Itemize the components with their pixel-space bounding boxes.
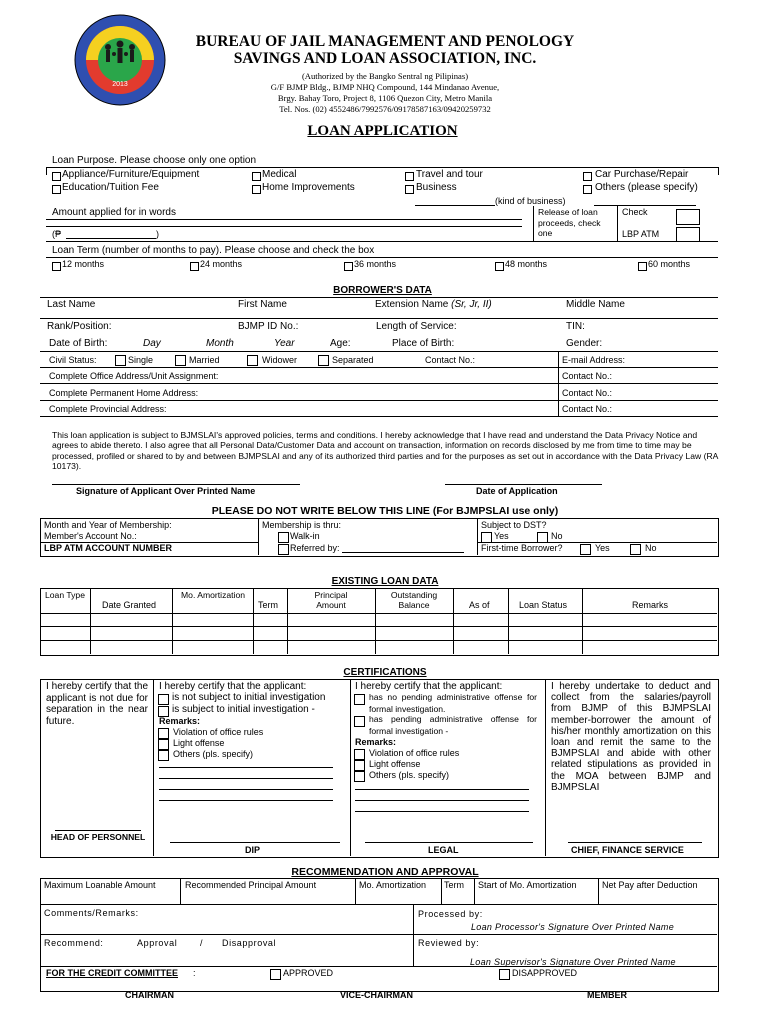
applicant-signature-label: Signature of Applicant Over Printed Name: [76, 486, 256, 496]
data-privacy-consent: This loan application is subject to BJMSLAI's approved policies, terms and conditions. I hereby acknowledge that I have read and understand the Data Privacy Notice and agrees to abide thereto. I also agree that all Personal Data/Customer Data and account on transaction, information on records disclosed by me from time to time may be processed, profiled or shared to by and between BJMPSLAI and any of its authorized third parties and for the purposes as set out in accordance with the Data Privacy Law (RA 10173).: [52, 430, 718, 472]
provincial-address-label: Complete Provincial Address:: [49, 404, 167, 414]
term-36-checkbox[interactable]: [344, 262, 353, 271]
legal-violation-checkbox[interactable]: [354, 749, 365, 760]
col-remarks: Remarks: [632, 600, 669, 610]
max-loanable-label: Maximum Loanable Amount: [44, 880, 156, 890]
age-label: Age:: [330, 338, 351, 349]
chief-finance-label: CHIEF, FINANCE SERVICE: [571, 845, 684, 855]
single-label: Single: [128, 355, 154, 365]
tin-label: TIN:: [566, 321, 585, 332]
processed-by-label: Processed by:: [418, 909, 483, 919]
date-of-application-label: Date of Application: [476, 486, 558, 496]
approved-label: APPROVED: [283, 968, 334, 978]
dob-month: Month: [206, 338, 234, 349]
lbp-atm-option-box[interactable]: [676, 227, 700, 242]
legal-others-checkbox[interactable]: [354, 771, 365, 782]
married-checkbox[interactable]: [175, 355, 186, 366]
no-pending-label: has no pending administrative offense for formal investigation.: [369, 692, 537, 714]
bjmp-id-label: BJMP ID No.:: [238, 321, 299, 332]
dip-cert-heading: I hereby certify that the applicant:: [159, 681, 307, 692]
disapproved-checkbox[interactable]: [499, 969, 510, 980]
walkin-label: Walk-in: [290, 531, 320, 541]
first-name-label: First Name: [238, 299, 287, 310]
term-12-checkbox[interactable]: [52, 262, 61, 271]
term-48-checkbox[interactable]: [495, 262, 504, 271]
term-48-label: 48 months: [505, 259, 548, 269]
dst-label: Subject to DST?: [481, 520, 547, 530]
check-label: Check: [622, 207, 648, 217]
release-label: Release of loan proceeds, check one: [538, 207, 601, 238]
lbp-account-label: LBP ATM ACCOUNT NUMBER: [44, 543, 172, 553]
walkin-checkbox[interactable]: [278, 532, 289, 543]
pending-checkbox[interactable]: [354, 716, 365, 727]
credit-committee-colon: :: [193, 968, 196, 978]
chairman-label: CHAIRMAN: [125, 990, 174, 1000]
member-account-label: Member's Account No.:: [44, 531, 137, 541]
org-title-line1: BUREAU OF JAIL MANAGEMENT AND PENOLOGY: [195, 33, 575, 50]
membership-thru-label: Membership is thru:: [262, 520, 342, 530]
term-24-checkbox[interactable]: [190, 262, 199, 271]
membership-date-label: Month and Year of Membership:: [44, 520, 172, 530]
dip-light-checkbox[interactable]: [158, 739, 169, 750]
separated-label: Separated: [332, 355, 374, 365]
appliance-checkbox[interactable]: [52, 172, 61, 181]
medical-label: Medical: [262, 169, 297, 180]
contact-label: Contact No.:: [425, 355, 476, 365]
peso-open: (₱: [52, 229, 61, 239]
col-outstanding: Outstanding Balance: [390, 590, 438, 611]
start-amortization-label: Start of Mo. Amortization: [478, 880, 577, 890]
office-contact-label: Contact No.:: [562, 371, 613, 381]
form-title: LOAN APPLICATION: [307, 123, 458, 139]
disapproval-option[interactable]: Disapproval: [222, 938, 277, 948]
recommended-principal-label: Recommended Principal Amount: [185, 880, 317, 890]
head-of-personnel-label: HEAD OF PERSONNEL: [50, 832, 146, 842]
first-time-no-checkbox[interactable]: [630, 544, 641, 555]
dip-violation-label: Violation of office rules: [173, 727, 264, 737]
legal-cert-heading: I hereby certify that the applicant:: [355, 681, 503, 692]
provincial-contact-label: Contact No.:: [562, 404, 613, 414]
reviewed-by-label: Reviewed by:: [418, 938, 480, 948]
vice-chairman-label: VICE-CHAIRMAN: [340, 990, 413, 1000]
car-label: Car Purchase/Repair: [595, 169, 689, 180]
col-mo-amortization: Mo. Amortization: [181, 590, 245, 600]
term-60-checkbox[interactable]: [638, 262, 647, 271]
dob-day: Day: [143, 338, 161, 349]
lbp-atm-label: LBP ATM: [622, 229, 660, 239]
col-as-of: As of: [469, 600, 490, 610]
widower-label: Widower: [262, 355, 298, 365]
home-improvements-label: Home Improvements: [262, 182, 355, 193]
certifications-title: CERTIFICATIONS: [343, 667, 427, 678]
married-label: Married: [189, 355, 220, 365]
first-time-yes-label: Yes: [595, 543, 610, 553]
home-address-label: Complete Permanent Home Address:: [49, 388, 199, 398]
not-subject-label: is not subject to initial investigation: [172, 692, 326, 703]
others-label: Others (please specify): [595, 182, 698, 193]
legal-light-checkbox[interactable]: [354, 760, 365, 771]
travel-label: Travel and tour: [416, 169, 483, 180]
education-label: Education/Tuition Fee: [62, 182, 159, 193]
first-time-label: First-time Borrower?: [481, 543, 563, 553]
extension-name-label: [375, 299, 492, 310]
net-pay-label: Net Pay after Deduction: [602, 880, 698, 890]
first-time-yes-checkbox[interactable]: [580, 544, 591, 555]
borrowers-data-title: BORROWER'S DATA: [333, 285, 432, 296]
dob-year: Year: [274, 338, 295, 349]
dip-light-label: Light offense: [173, 738, 225, 748]
approval-slash: /: [200, 938, 203, 948]
legal-violation-label: Violation of office rules: [369, 748, 460, 758]
extension-options: (Sr, Jr, II): [451, 299, 492, 310]
personnel-certification: I hereby certify that the applicant is not due for separation in the near future.: [46, 681, 148, 727]
travel-checkbox[interactable]: [405, 172, 414, 181]
col-loan-status: Loan Status: [519, 600, 568, 610]
business-checkbox[interactable]: [405, 185, 414, 194]
referred-label: Referred by:: [290, 543, 340, 553]
office-address-label: Complete Office Address/Unit Assignment:: [49, 371, 219, 381]
widower-checkbox[interactable]: [247, 355, 258, 366]
org-title-line2: SAVINGS AND LOAN ASSOCIATION, INC.: [233, 50, 537, 67]
dst-no-label: No: [551, 531, 563, 541]
logo-year: 2013: [112, 81, 128, 88]
first-time-no-label: No: [645, 543, 657, 553]
recommend-label: Recommend:: [44, 938, 104, 948]
term-12-label: 12 months: [62, 259, 105, 269]
legal-others-label: Others (pls. specify): [369, 770, 450, 780]
length-of-service-label: Length of Service:: [376, 321, 457, 332]
car-checkbox[interactable]: [583, 172, 592, 181]
kind-of-business-label: (kind of business): [495, 196, 566, 206]
dst-yes-label: Yes: [494, 531, 509, 541]
col-loan-type: Loan Type: [45, 590, 85, 600]
place-of-birth-label: Place of Birth:: [392, 338, 455, 349]
rec-term-label: Term: [444, 880, 464, 890]
finance-undertaking: I hereby undertake to deduct and collect from the salaries/payroll from BJMP of this BJMPSLAI member-borrower the amount of his/her monthly amortization on this loan and remit the same to the BJMPSLAI and abide with other related stipulations as provided in the MOA between BJMP and BJMPSLAI: [551, 681, 711, 793]
authorized-note: (Authorized by the Bangko Sentral ng Pilipinas): [301, 71, 469, 81]
office-use-title: PLEASE DO NOT WRITE BELOW THIS LINE (For BJMPSLAI use only): [211, 505, 559, 517]
term-60-label: 60 months: [648, 259, 691, 269]
term-36-label: 36 months: [354, 259, 397, 269]
address-line2: Brgy. Bahay Toro, Project 8, 1106 Quezon City, Metro Manila: [277, 93, 493, 103]
recommendation-title: RECOMMENDATION AND APPROVAL: [291, 866, 479, 878]
approved-checkbox[interactable]: [270, 969, 281, 980]
credit-committee-label: FOR THE CREDIT COMMITTEE: [46, 968, 178, 978]
not-subject-checkbox[interactable]: [158, 694, 169, 705]
education-checkbox[interactable]: [52, 185, 61, 194]
disapproved-label: DISAPPROVED: [512, 968, 578, 978]
col-term: Term: [258, 600, 278, 610]
rec-mo-amortization-label: Mo. Amortization: [359, 880, 427, 890]
email-label: E-mail Address:: [562, 355, 626, 365]
telephone-numbers: Tel. Nos. (02) 4552486/7992576/09178587163/09420259732: [279, 104, 491, 114]
medical-checkbox[interactable]: [252, 172, 261, 181]
peso-close: ): [156, 229, 159, 239]
col-date-granted: Date Granted: [102, 600, 157, 610]
comments-label: Comments/Remarks:: [44, 908, 139, 918]
dip-label: DIP: [245, 845, 261, 855]
dob-label: Date of Birth:: [49, 338, 108, 349]
processor-signature-label: Loan Processor's Signature Over Printed Name: [471, 922, 675, 932]
home-contact-label: Contact No.:: [562, 388, 613, 398]
address-line1: G/F BJMP Bldg., BJMP NHQ Compound, 144 Mindanao Avenue,: [270, 82, 500, 92]
supervisor-signature-label: Loan Supervisor's Signature Over Printed Name: [470, 957, 676, 967]
no-pending-checkbox[interactable]: [354, 694, 365, 705]
existing-loan-title: EXISTING LOAN DATA: [331, 576, 439, 587]
referred-checkbox[interactable]: [278, 544, 289, 555]
rank-label: Rank/Position:: [47, 321, 112, 332]
dip-others-checkbox[interactable]: [158, 750, 169, 761]
check-option-box[interactable]: [676, 209, 700, 225]
dip-others-label: Others (pls. specify): [173, 749, 254, 759]
approval-option[interactable]: Approval: [137, 938, 178, 948]
civil-status-label: Civil Status:: [49, 355, 97, 365]
legal-label: LEGAL: [428, 845, 459, 855]
extension-name-text: Extension Name: [375, 299, 449, 310]
amount-words-label: Amount applied for in words: [52, 207, 176, 218]
others-checkbox[interactable]: [583, 185, 592, 194]
loan-purpose-label: Loan Purpose. Please choose only one option: [52, 155, 257, 166]
subject-label: is subject to initial investigation -: [172, 704, 315, 715]
loan-term-label: Loan Term (number of months to pay). Please choose and check the box: [52, 245, 375, 256]
dip-violation-checkbox[interactable]: [158, 728, 169, 739]
pending-label: has pending administrative offense for formal investigation -: [369, 714, 537, 736]
last-name-label: Last Name: [47, 299, 96, 310]
home-improvements-checkbox[interactable]: [252, 185, 261, 194]
member-label: MEMBER: [587, 990, 627, 1000]
gender-label: Gender:: [566, 338, 603, 349]
col-principal: Principal Amount: [314, 590, 348, 611]
single-checkbox[interactable]: [115, 355, 126, 366]
appliance-label: Appliance/Furniture/Equipment: [62, 169, 200, 180]
middle-name-label: Middle Name: [566, 299, 625, 310]
dip-remarks-label: Remarks:: [159, 716, 201, 726]
business-label: Business: [416, 182, 457, 193]
legal-remarks-label: Remarks:: [355, 737, 397, 747]
separated-checkbox[interactable]: [318, 355, 329, 366]
term-24-label: 24 months: [200, 259, 243, 269]
legal-light-label: Light offense: [369, 759, 421, 769]
